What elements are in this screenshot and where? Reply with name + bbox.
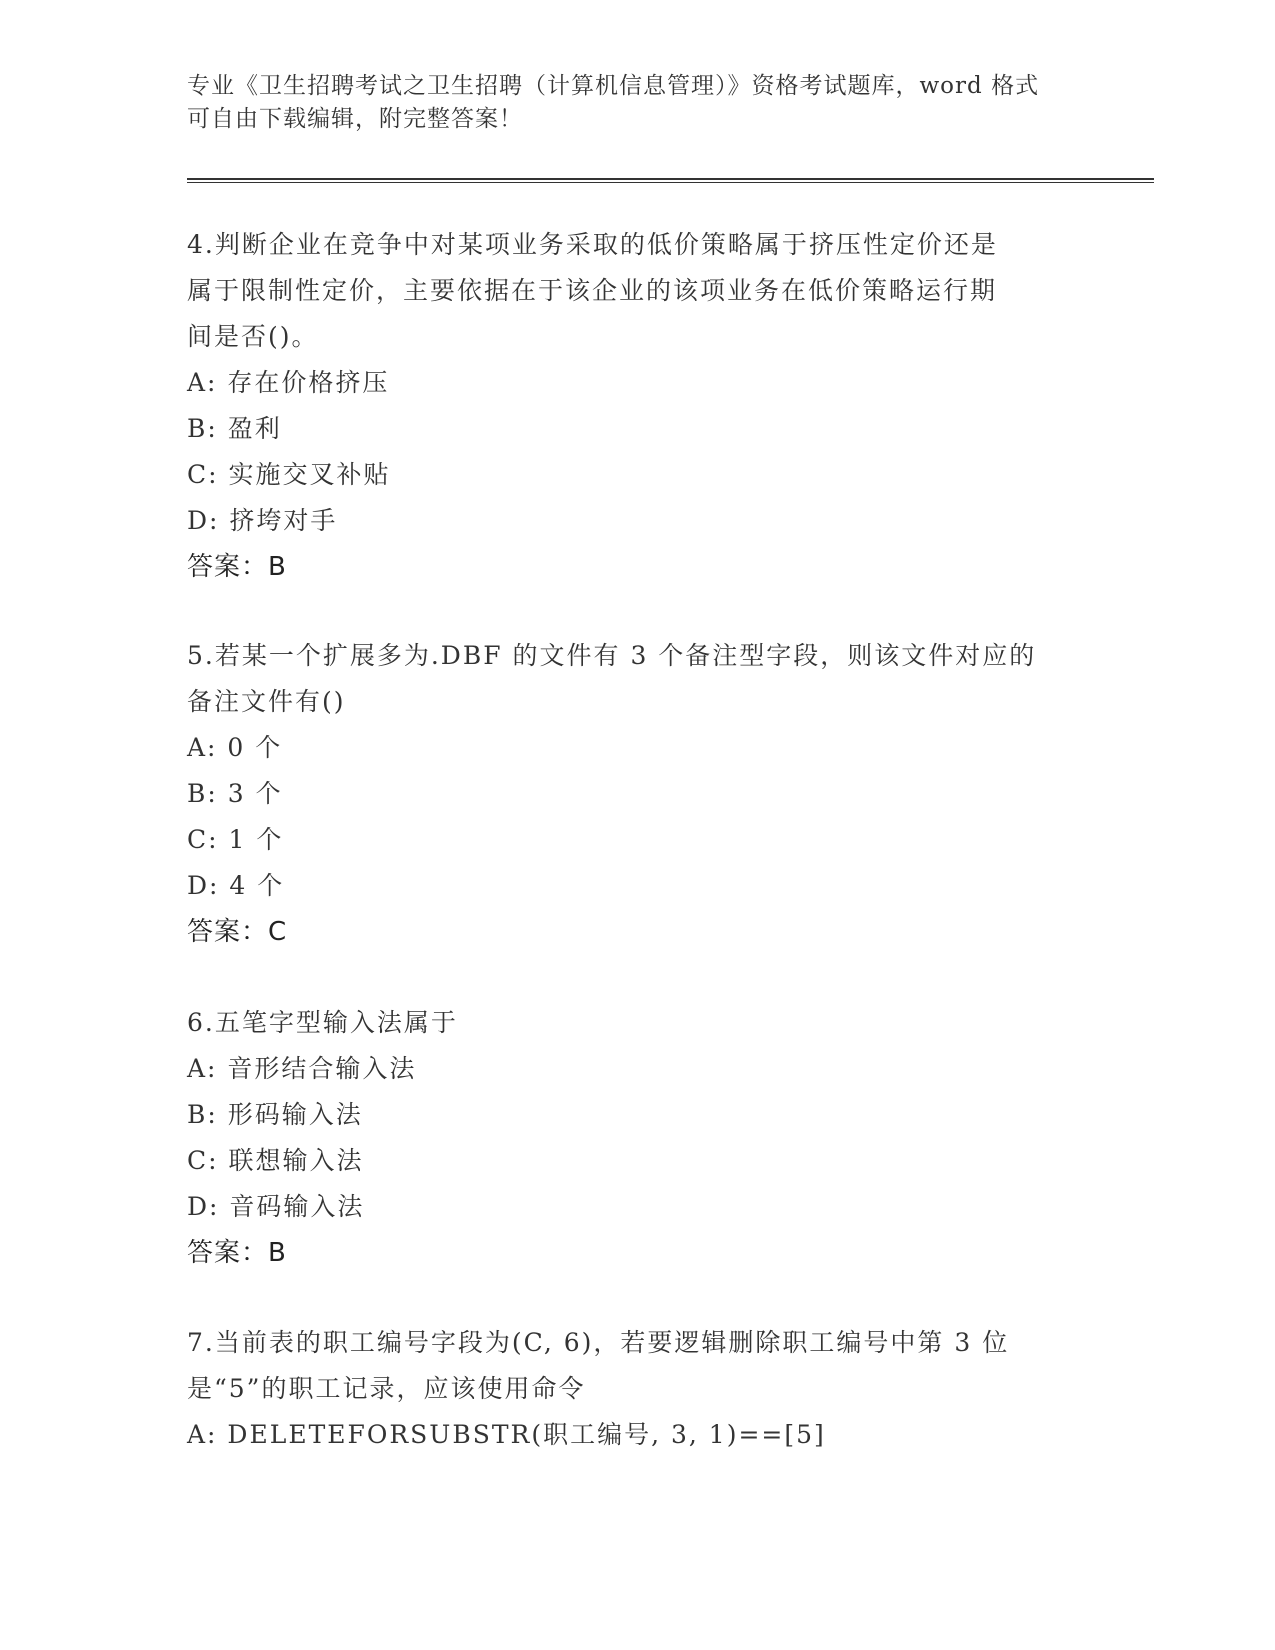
- question-stem: [187, 1320, 1067, 1412]
- answer-line: [187, 909, 1067, 955]
- stem-line: 5.若某一个扩展多为.DBF 的文件有 3 个备注型字段，则该文件对应的: [187, 641, 1037, 670]
- answer-value: B: [268, 552, 287, 582]
- option-c: C: 实施交叉补贴: [187, 460, 391, 489]
- header-divider: [187, 178, 1154, 180]
- answer-label: 答案：: [187, 917, 269, 947]
- option-c: C: 联想输入法: [187, 1146, 364, 1175]
- answer-value: B: [268, 1238, 287, 1268]
- answer-line: [187, 1230, 1067, 1276]
- option-b: B: 3 个: [187, 779, 283, 808]
- question-4: [187, 222, 1067, 590]
- question-stem: [187, 1000, 1067, 1046]
- header-line-1: 专业《卫生招聘考试之卫生招聘（计算机信息管理）》资格考试题库，word 格式: [187, 73, 1040, 99]
- question-7: [187, 1320, 1067, 1458]
- header-line-2: 可自由下载编辑，附完整答案！: [187, 106, 523, 132]
- option-b: B: 盈利: [187, 414, 282, 443]
- option-a: A: DELETEFORSUBSTR(职工编号, 3, 1)==[5]: [187, 1420, 826, 1449]
- answer-value: C: [268, 917, 288, 947]
- option-d: D: 音码输入法: [187, 1192, 365, 1221]
- stem-line: 属于限制性定价，主要依据在于该企业的该项业务在低价策略运行期: [187, 276, 998, 305]
- stem-line: 备注文件有(): [187, 687, 346, 716]
- stem-line: 是“5”的职工记录，应该使用命令: [187, 1374, 586, 1403]
- question-5: [187, 633, 1067, 955]
- question-stem: [187, 633, 1067, 725]
- answer-label: 答案：: [187, 552, 269, 582]
- document-header: [187, 70, 1067, 136]
- stem-line: 6.五笔字型输入法属于: [187, 1008, 458, 1037]
- option-c: C: 1 个: [187, 825, 284, 854]
- option-a: A: 0 个: [187, 733, 283, 762]
- option-d: D: 4 个: [187, 871, 285, 900]
- question-stem: [187, 222, 1067, 360]
- option-a: A: 音形结合输入法: [187, 1054, 417, 1083]
- option-b: B: 形码输入法: [187, 1100, 363, 1129]
- header-divider-thin: [187, 182, 1154, 183]
- answer-label: 答案：: [187, 1238, 269, 1268]
- option-a: A: 存在价格挤压: [187, 368, 390, 397]
- stem-line: 7.当前表的职工编号字段为(C, 6)，若要逻辑删除职工编号中第 3 位: [187, 1328, 1010, 1357]
- question-6: [187, 1000, 1067, 1276]
- option-d: D: 挤垮对手: [187, 506, 338, 535]
- stem-line: 4.判断企业在竞争中对某项业务采取的低价策略属于挤压性定价还是: [187, 230, 998, 259]
- stem-line: 间是否()。: [187, 322, 319, 351]
- answer-line: [187, 544, 1067, 590]
